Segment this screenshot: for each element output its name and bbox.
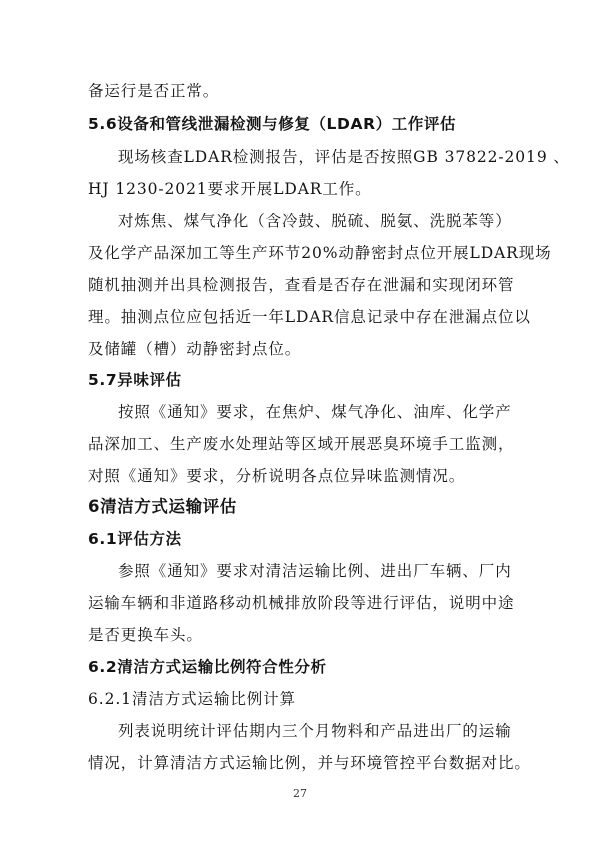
paragraph-line: 随机抽测并出具检测报告，查看是否存在泄漏和实现闭环管 [88,276,515,294]
paragraph-line: 备运行是否正常。 [88,82,220,100]
paragraph-line: 情况，计算清洁方式运输比例，并与环境管控平台数据对比。 [88,754,531,772]
section-heading-5-7: 5.7异味评估 [88,371,182,389]
section-heading-6-2: 6.2清洁方式运输比例符合性分析 [88,658,327,676]
page-number: 27 [293,787,307,800]
paragraph-line: 运输车辆和非道路移动机械排放阶段等进行评估，说明中途 [88,594,515,612]
paragraph-line: 对炼焦、煤气净化（含冷鼓、脱硫、脱氨、洗脱苯等） [118,212,512,230]
section-heading-6-1: 6.1评估方法 [88,530,182,548]
section-heading-5-6: 5.6设备和管线泄漏检测与修复（LDAR）工作评估 [88,115,457,133]
subsection-heading-6-2-1: 6.2.1清洁方式运输比例计算 [88,690,296,708]
paragraph-line: 及化学产品深加工等生产环节20%动静密封点位开展LDAR现场 [88,244,552,262]
paragraph-line: 按照《通知》要求，在焦炉、煤气净化、油库、化学产 [118,403,512,421]
paragraph-line: HJ 1230-2021要求开展LDAR工作。 [88,180,372,198]
chapter-heading-6: 6清洁方式运输评估 [88,497,237,516]
paragraph-line: 对照《通知》要求，分析说明各点位异味监测情况。 [88,467,466,485]
paragraph-line: 列表说明统计评估期内三个月物料和产品进出厂的运输 [118,722,512,740]
paragraph-line: 及储罐（槽）动静密封点位。 [88,340,302,358]
paragraph-line: 是否更换车头。 [88,626,203,644]
paragraph-line: 品深加工、生产废水处理站等区域开展恶臭环境手工监测， [88,435,515,453]
paragraph-line: 参照《通知》要求对清洁运输比例、进出厂车辆、厂内 [118,562,512,580]
paragraph-line: 理。抽测点位应包括近一年LDAR信息记录中存在泄漏点位以 [88,308,531,326]
paragraph-line: 现场核查LDAR检测报告，评估是否按照GB 37822-2019 、 [118,148,570,166]
